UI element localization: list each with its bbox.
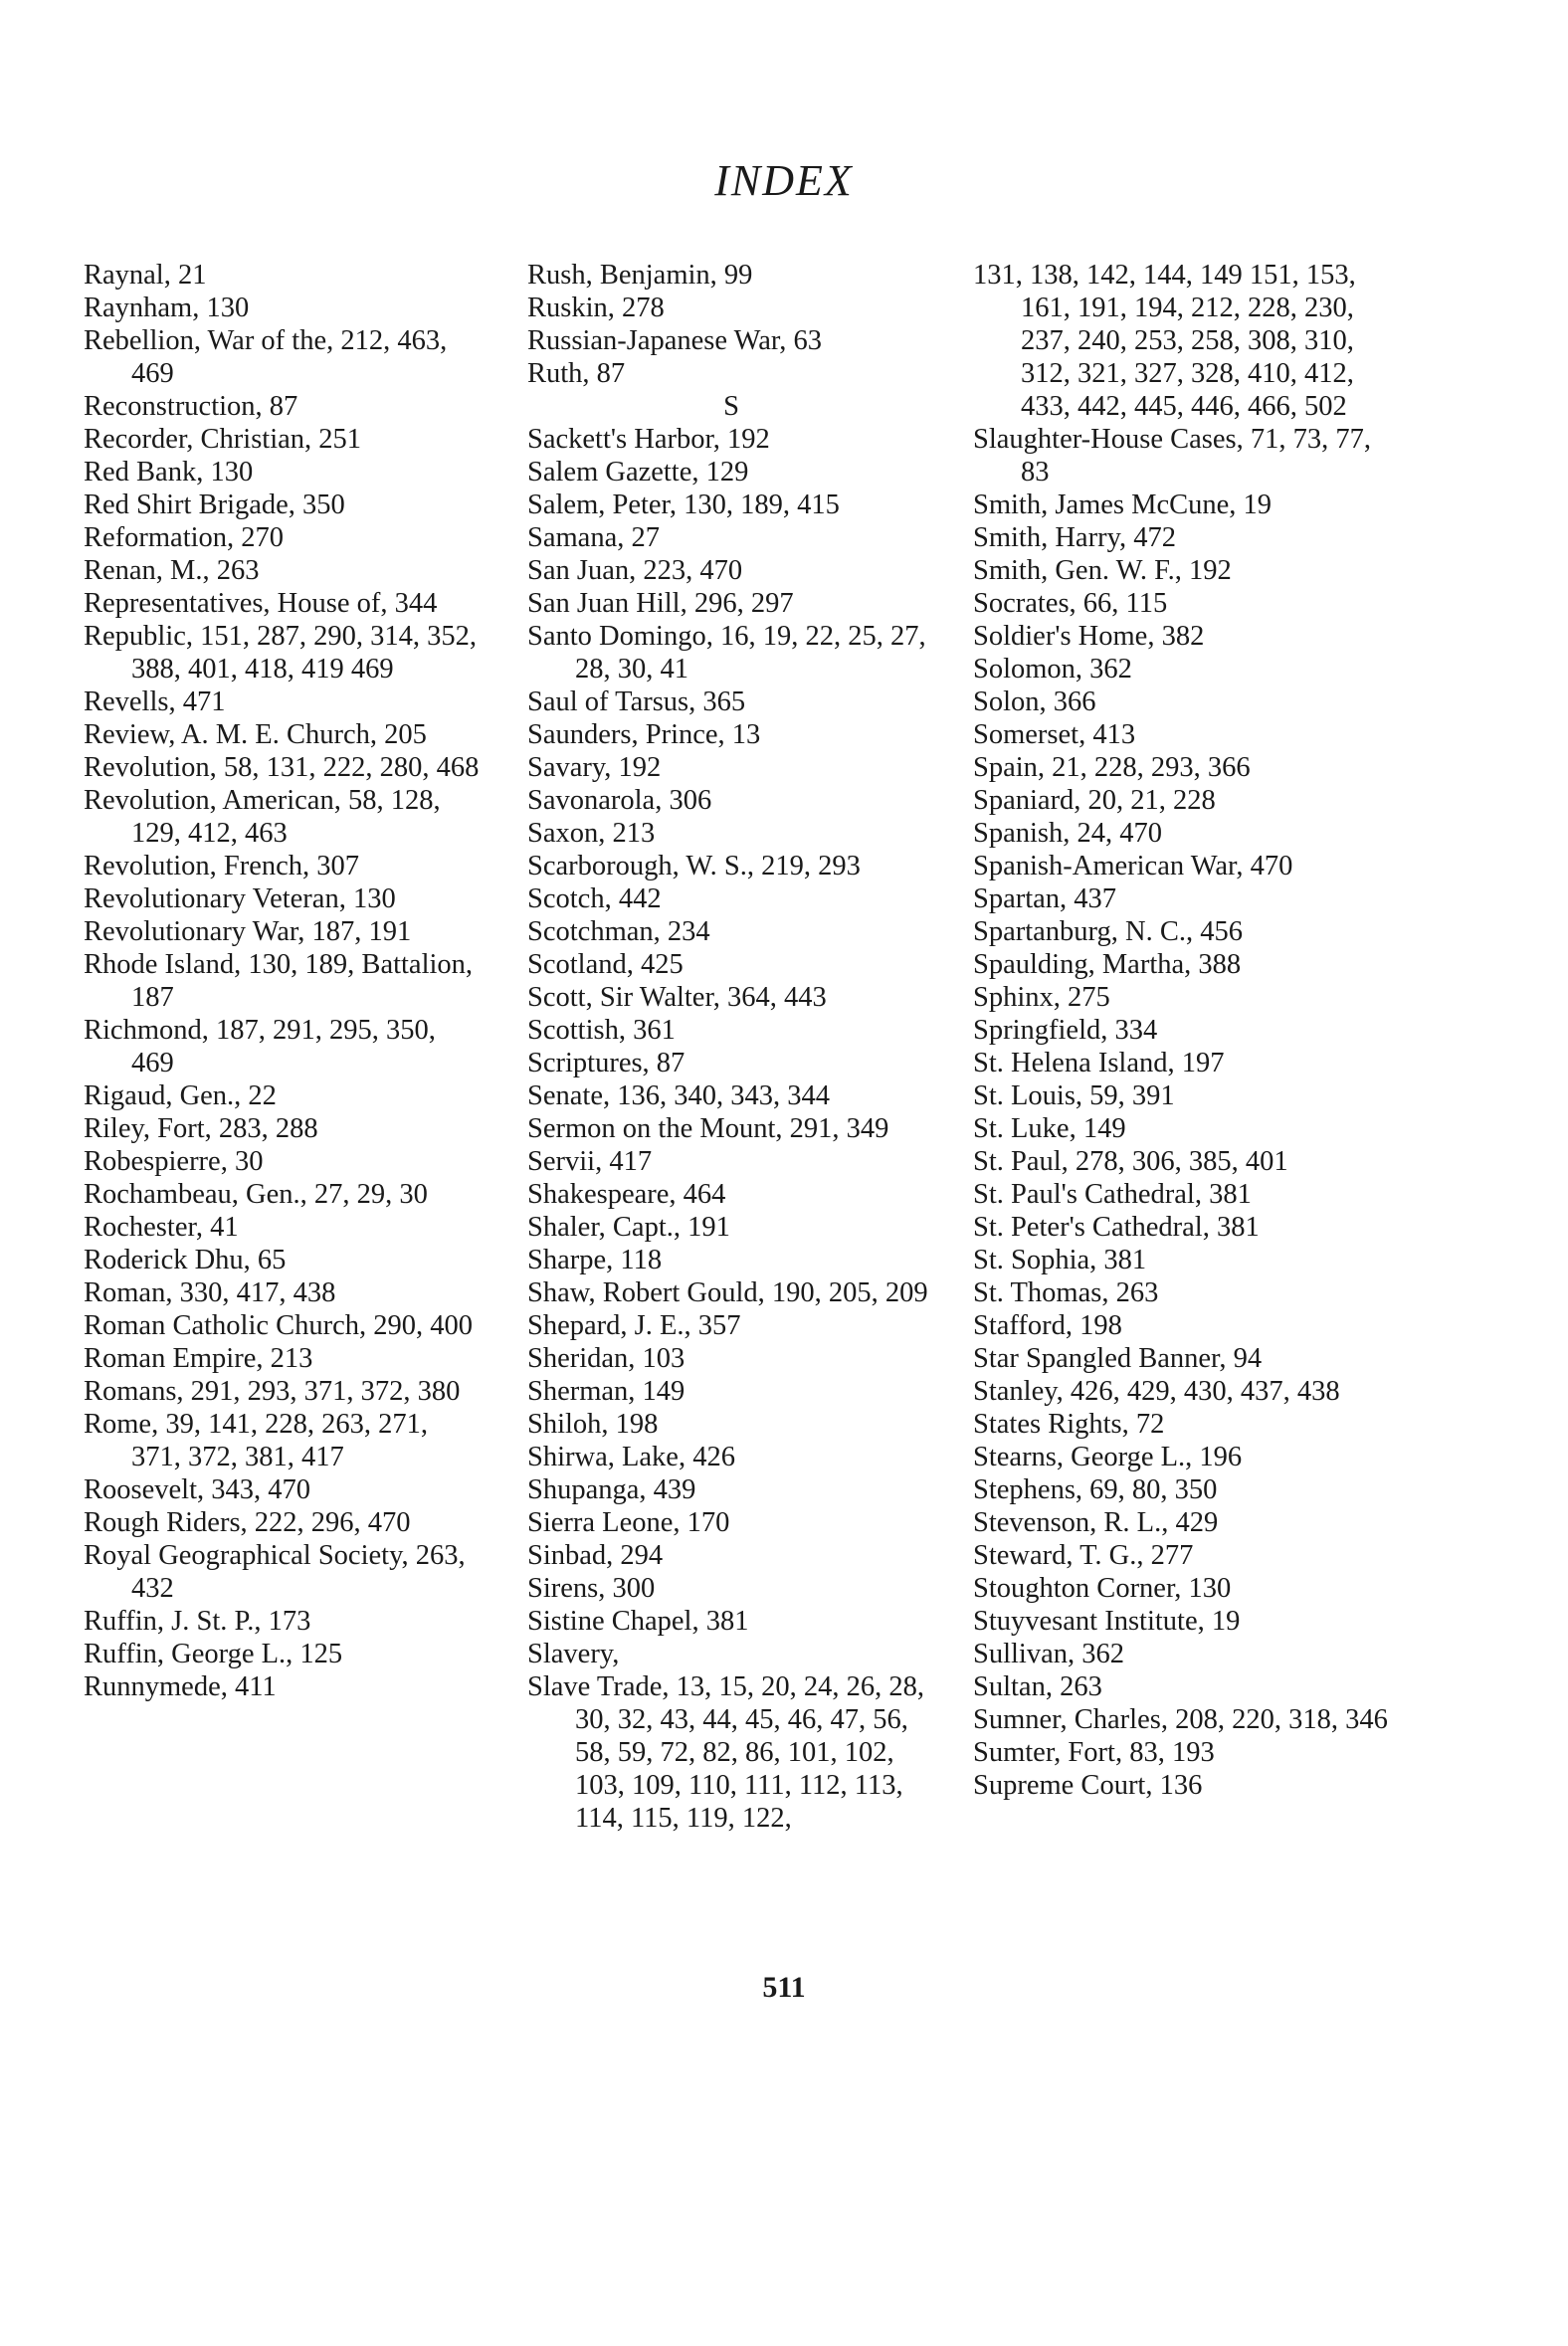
index-entry: Sheridan, 103 bbox=[527, 1343, 686, 1374]
index-entry: Ruffin, J. St. P., 173 bbox=[84, 1606, 311, 1637]
index-entry: Shaler, Capt., 191 bbox=[527, 1212, 730, 1243]
index-entry: St. Thomas, 263 bbox=[973, 1277, 1159, 1308]
index-entry: Ruth, 87 bbox=[527, 358, 626, 389]
index-entry: Roosevelt, 343, 470 bbox=[84, 1474, 310, 1505]
index-entry: Sphinx, 275 bbox=[973, 982, 1110, 1013]
index-column-2 bbox=[527, 259, 935, 1835]
index-column-1 bbox=[84, 259, 482, 1703]
index-entry: Rush, Benjamin, 99 bbox=[527, 260, 753, 291]
index-entry: Senate, 136, 340, 343, 344 bbox=[527, 1080, 830, 1111]
index-entry: Shirwa, Lake, 426 bbox=[527, 1442, 735, 1472]
index-entry: St. Helena Island, 197 bbox=[973, 1048, 1225, 1078]
index-entry: Raynham, 130 bbox=[84, 293, 250, 323]
index-entry: Sermon on the Mount, 291, 349 bbox=[527, 1113, 889, 1144]
index-entry: Saxon, 213 bbox=[527, 818, 656, 849]
index-entry: Roman Catholic Church, 290, 400 bbox=[84, 1310, 474, 1341]
index-entry: Springfield, 334 bbox=[973, 1015, 1158, 1046]
index-entry: Supreme Court, 136 bbox=[973, 1770, 1203, 1801]
page-title: INDEX bbox=[714, 156, 854, 205]
index-entry: Spartanburg, N. C., 456 bbox=[973, 916, 1244, 947]
index-entry: Slavery, bbox=[527, 1639, 620, 1669]
index-entry: Rome, 39, 141, 228, 263, 271, 371, 372, 381, 417 bbox=[84, 1409, 428, 1472]
index-entry: Rhode Island, 130, 189, Battalion, 187 bbox=[84, 949, 474, 1013]
index-entry: Rigaud, Gen., 22 bbox=[84, 1080, 277, 1111]
index-entry: Scotchman, 234 bbox=[527, 916, 710, 947]
index-entry: Robespierre, 30 bbox=[84, 1146, 264, 1177]
index-entry: Spanish-American War, 470 bbox=[973, 851, 1293, 881]
index-entry: Sierra Leone, 170 bbox=[527, 1507, 730, 1538]
index-entry: Servii, 417 bbox=[527, 1146, 653, 1177]
index-entry: Smith, Harry, 472 bbox=[973, 522, 1176, 553]
index-entry: Stuyvesant Institute, 19 bbox=[973, 1606, 1241, 1637]
index-entry: Roman Empire, 213 bbox=[84, 1343, 313, 1374]
index-entry: Sultan, 263 bbox=[973, 1671, 1102, 1702]
index-entry: Romans, 291, 293, 371, 372, 380 bbox=[84, 1376, 461, 1407]
index-entry: Red Shirt Brigade, 350 bbox=[84, 489, 345, 520]
page-number: 511 bbox=[762, 1971, 806, 2004]
index-entry: Rochambeau, Gen., 27, 29, 30 bbox=[84, 1179, 428, 1210]
index-entry: Reconstruction, 87 bbox=[84, 391, 298, 422]
index-entry: Salem, Peter, 130, 189, 415 bbox=[527, 489, 840, 520]
index-entry: Royal Geographical Society, 263, 432 bbox=[84, 1540, 466, 1604]
index-entry: Sackett's Harbor, 192 bbox=[527, 424, 770, 455]
index-entry: Stephens, 69, 80, 350 bbox=[973, 1474, 1218, 1505]
index-entry: St. Sophia, 381 bbox=[973, 1245, 1147, 1275]
index-entry: Sherman, 149 bbox=[527, 1376, 686, 1407]
index-entry: Representatives, House of, 344 bbox=[84, 588, 438, 619]
index-entry: Spain, 21, 228, 293, 366 bbox=[973, 752, 1251, 783]
index-entry: Runnymede, 411 bbox=[84, 1671, 277, 1702]
index-entry: San Juan Hill, 296, 297 bbox=[527, 588, 794, 619]
index-entry: Russian-Japanese War, 63 bbox=[527, 325, 823, 356]
index-entry: Sumter, Fort, 83, 193 bbox=[973, 1737, 1215, 1768]
index-entry: Star Spangled Banner, 94 bbox=[973, 1343, 1263, 1374]
index-entry: Rebellion, War of the, 212, 463, 469 bbox=[84, 325, 448, 389]
index-entry: Richmond, 187, 291, 295, 350, 469 bbox=[84, 1015, 436, 1078]
index-entry: Sumner, Charles, 208, 220, 318, 346 bbox=[973, 1704, 1388, 1735]
index-entry: Shaw, Robert Gould, 190, 205, 209 bbox=[527, 1277, 928, 1308]
index-entry: Spaniard, 20, 21, 228 bbox=[973, 785, 1216, 816]
index-entry: Revolutionary Veteran, 130 bbox=[84, 883, 396, 914]
index-entry: St. Luke, 149 bbox=[973, 1113, 1126, 1144]
index-entry: Saunders, Prince, 13 bbox=[527, 719, 761, 750]
index-entry: Revolutionary War, 187, 191 bbox=[84, 916, 412, 947]
index-entry: Santo Domingo, 16, 19, 22, 25, 27, 28, 30, 41 bbox=[527, 621, 926, 684]
index-entry: Ruskin, 278 bbox=[527, 293, 665, 323]
index-entry: Sistine Chapel, 381 bbox=[527, 1606, 749, 1637]
index-entry: Stevenson, R. L., 429 bbox=[973, 1507, 1219, 1538]
index-entry: St. Paul's Cathedral, 381 bbox=[973, 1179, 1252, 1210]
index-entry: Sirens, 300 bbox=[527, 1573, 656, 1604]
index-entry: Red Bank, 130 bbox=[84, 457, 254, 488]
index-entry: Steward, T. G., 277 bbox=[973, 1540, 1194, 1571]
index-entry: Stearns, George L., 196 bbox=[973, 1442, 1243, 1472]
index-entry: Rough Riders, 222, 296, 470 bbox=[84, 1507, 411, 1538]
index-entry: Republic, 151, 287, 290, 314, 352, 388, 401, 418, 419 469 bbox=[84, 621, 478, 684]
index-entry: Savonarola, 306 bbox=[527, 785, 712, 816]
index-entry: St. Louis, 59, 391 bbox=[973, 1080, 1175, 1111]
index-entry: Reformation, 270 bbox=[84, 522, 285, 553]
index-entry: Soldier's Home, 382 bbox=[973, 621, 1205, 652]
index-entry: Sinbad, 294 bbox=[527, 1540, 664, 1571]
index-entry: St. Paul, 278, 306, 385, 401 bbox=[973, 1146, 1288, 1177]
index-column-3 bbox=[973, 259, 1391, 1802]
index-entry: Smith, Gen. W. F., 192 bbox=[973, 555, 1232, 586]
index-entry: Shepard, J. E., 357 bbox=[527, 1310, 741, 1341]
index-entry: Somerset, 413 bbox=[973, 719, 1136, 750]
index-entry: Saul of Tarsus, 365 bbox=[527, 686, 746, 717]
index-entry: 131, 138, 142, 144, 149 151, 153, 161, 191, 194, 212, 228, 230, 237, 240, 253, 258, 308, 310, 312, 321, 327, 328, 410, 412, 433, 442, 445, 446, 466, 502 bbox=[973, 260, 1356, 422]
index-entry: Solon, 366 bbox=[973, 686, 1096, 717]
index-entry: Scottish, 361 bbox=[527, 1015, 676, 1046]
index-entry: Rochester, 41 bbox=[84, 1212, 239, 1243]
index-entry: Samana, 27 bbox=[527, 522, 660, 553]
index-entry: Riley, Fort, 283, 288 bbox=[84, 1113, 318, 1144]
index-entry: Roman, 330, 417, 438 bbox=[84, 1277, 336, 1308]
index-entry: Renan, M., 263 bbox=[84, 555, 260, 586]
index-entry: Scotch, 442 bbox=[527, 883, 662, 914]
index-entry: Scarborough, W. S., 219, 293 bbox=[527, 851, 861, 881]
index-entry: States Rights, 72 bbox=[973, 1409, 1165, 1440]
index-entry: Spaulding, Martha, 388 bbox=[973, 949, 1242, 980]
index-entry: Solomon, 362 bbox=[973, 654, 1132, 684]
index-entry: Review, A. M. E. Church, 205 bbox=[84, 719, 427, 750]
index-entry: Scotland, 425 bbox=[527, 949, 684, 980]
index-entry: Slave Trade, 13, 15, 20, 24, 26, 28, 30, 32, 43, 44, 45, 46, 47, 56, 58, 59, 72, 82, 86, 101, 102, 103, 109, 110, 111, 112, 113, 114, 115, 119, 122, bbox=[527, 1671, 924, 1834]
index-entry: Spanish, 24, 470 bbox=[973, 818, 1163, 849]
index-entry: St. Peter's Cathedral, 381 bbox=[973, 1212, 1260, 1243]
index-entry: Salem Gazette, 129 bbox=[527, 457, 749, 488]
index-entry: Spartan, 437 bbox=[973, 883, 1117, 914]
index-entry: Ruffin, George L., 125 bbox=[84, 1639, 343, 1669]
index-entry: Socrates, 66, 115 bbox=[973, 588, 1168, 619]
index-entry: Slaughter-House Cases, 71, 73, 77, 83 bbox=[973, 424, 1371, 488]
index-entry: Raynal, 21 bbox=[84, 260, 207, 291]
index-entry: Revolution, 58, 131, 222, 280, 468 bbox=[84, 752, 480, 783]
index-entry: Shupanga, 439 bbox=[527, 1474, 696, 1505]
section-letter: S bbox=[723, 391, 739, 422]
index-entry: Recorder, Christian, 251 bbox=[84, 424, 362, 455]
index-entry: Scott, Sir Walter, 364, 443 bbox=[527, 982, 827, 1013]
index-entry: Stanley, 426, 429, 430, 437, 438 bbox=[973, 1376, 1340, 1407]
index-entry: Revells, 471 bbox=[84, 686, 226, 717]
index-entry: Revolution, French, 307 bbox=[84, 851, 360, 881]
index-entry: Sullivan, 362 bbox=[973, 1639, 1125, 1669]
index-entry: Sharpe, 118 bbox=[527, 1245, 663, 1275]
index-entry: Savary, 192 bbox=[527, 752, 662, 783]
index-entry: Stafford, 198 bbox=[973, 1310, 1122, 1341]
index-entry: Scriptures, 87 bbox=[527, 1048, 686, 1078]
index-entry: Revolution, American, 58, 128, 129, 412, 463 bbox=[84, 785, 441, 849]
index-entry: Smith, James McCune, 19 bbox=[973, 489, 1273, 520]
index-entry: Stoughton Corner, 130 bbox=[973, 1573, 1232, 1604]
index-entry: Shiloh, 198 bbox=[527, 1409, 659, 1440]
index-entry: Shakespeare, 464 bbox=[527, 1179, 726, 1210]
index-entry: San Juan, 223, 470 bbox=[527, 555, 743, 586]
index-entry: Roderick Dhu, 65 bbox=[84, 1245, 287, 1275]
